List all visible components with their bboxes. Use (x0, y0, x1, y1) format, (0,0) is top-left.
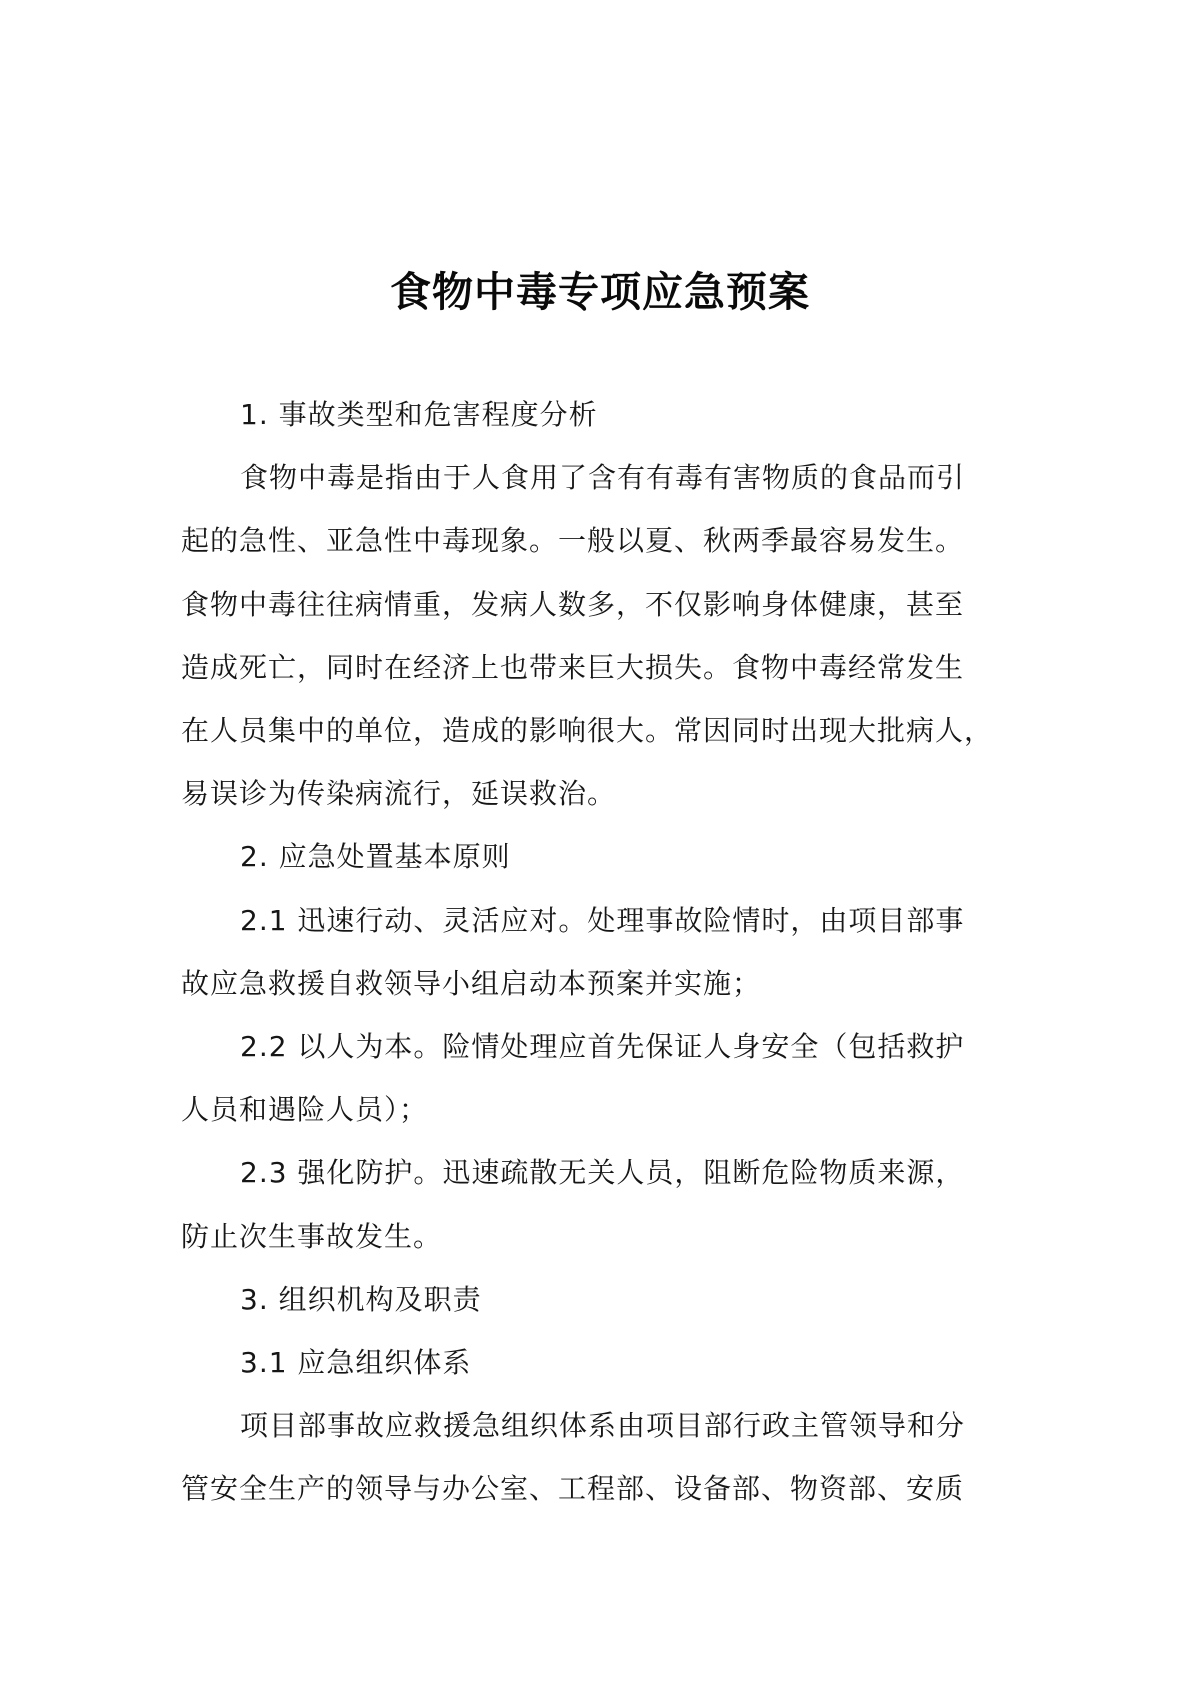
subsection-2-3: 2.3 强化防护。迅速疏散无关人员，阻断危险物质来源， (240, 1156, 965, 1190)
section-heading-2: 2. 应急处置基本原则 (240, 840, 511, 874)
paragraph-line: 起的急性、亚急性中毒现象。一般以夏、秋两季最容易发生。 (181, 524, 965, 558)
section-heading-3: 3. 组织机构及职责 (240, 1282, 482, 1316)
paragraph-line: 管安全生产的领导与办公室、工程部、设备部、物资部、安质 (181, 1472, 965, 1506)
subsection-2-1: 2.1 迅速行动、灵活应对。处理事故险情时，由项目部事 (240, 903, 965, 937)
paragraph-line: 防止次生事故发生。 (181, 1219, 443, 1253)
paragraph-line: 人员和遇险人员）； (181, 1093, 429, 1127)
document-body (181, 383, 1021, 1521)
paragraph-line: 易误诊为传染病流行，延误救治。 (181, 777, 617, 811)
paragraph-line: 造成死亡，同时在经济上也带来巨大损失。食物中毒经常发生 (181, 650, 965, 684)
paragraph-line: 食物中毒是指由于人食用了含有有毒有害物质的食品而引 (240, 461, 966, 495)
subsection-2-2: 2.2 以人为本。险情处理应首先保证人身安全（包括救护 (240, 1030, 965, 1064)
paragraph-line: 食物中毒往往病情重，发病人数多，不仅影响身体健康，甚至 (181, 587, 965, 621)
section-heading-1: 1. 事故类型和危害程度分析 (240, 398, 598, 431)
document-title: 食物中毒专项应急预案 (390, 268, 810, 316)
subsection-3-1: 3.1 应急组织体系 (240, 1346, 472, 1380)
paragraph-line: 故应急救援自救领导小组启动本预案并实施； (181, 966, 762, 1000)
paragraph-line: 在人员集中的单位，造成的影响很大。常因同时出现大批病人， (181, 714, 994, 748)
paragraph-line: 项目部事故应救援急组织体系由项目部行政主管领导和分 (240, 1409, 966, 1443)
